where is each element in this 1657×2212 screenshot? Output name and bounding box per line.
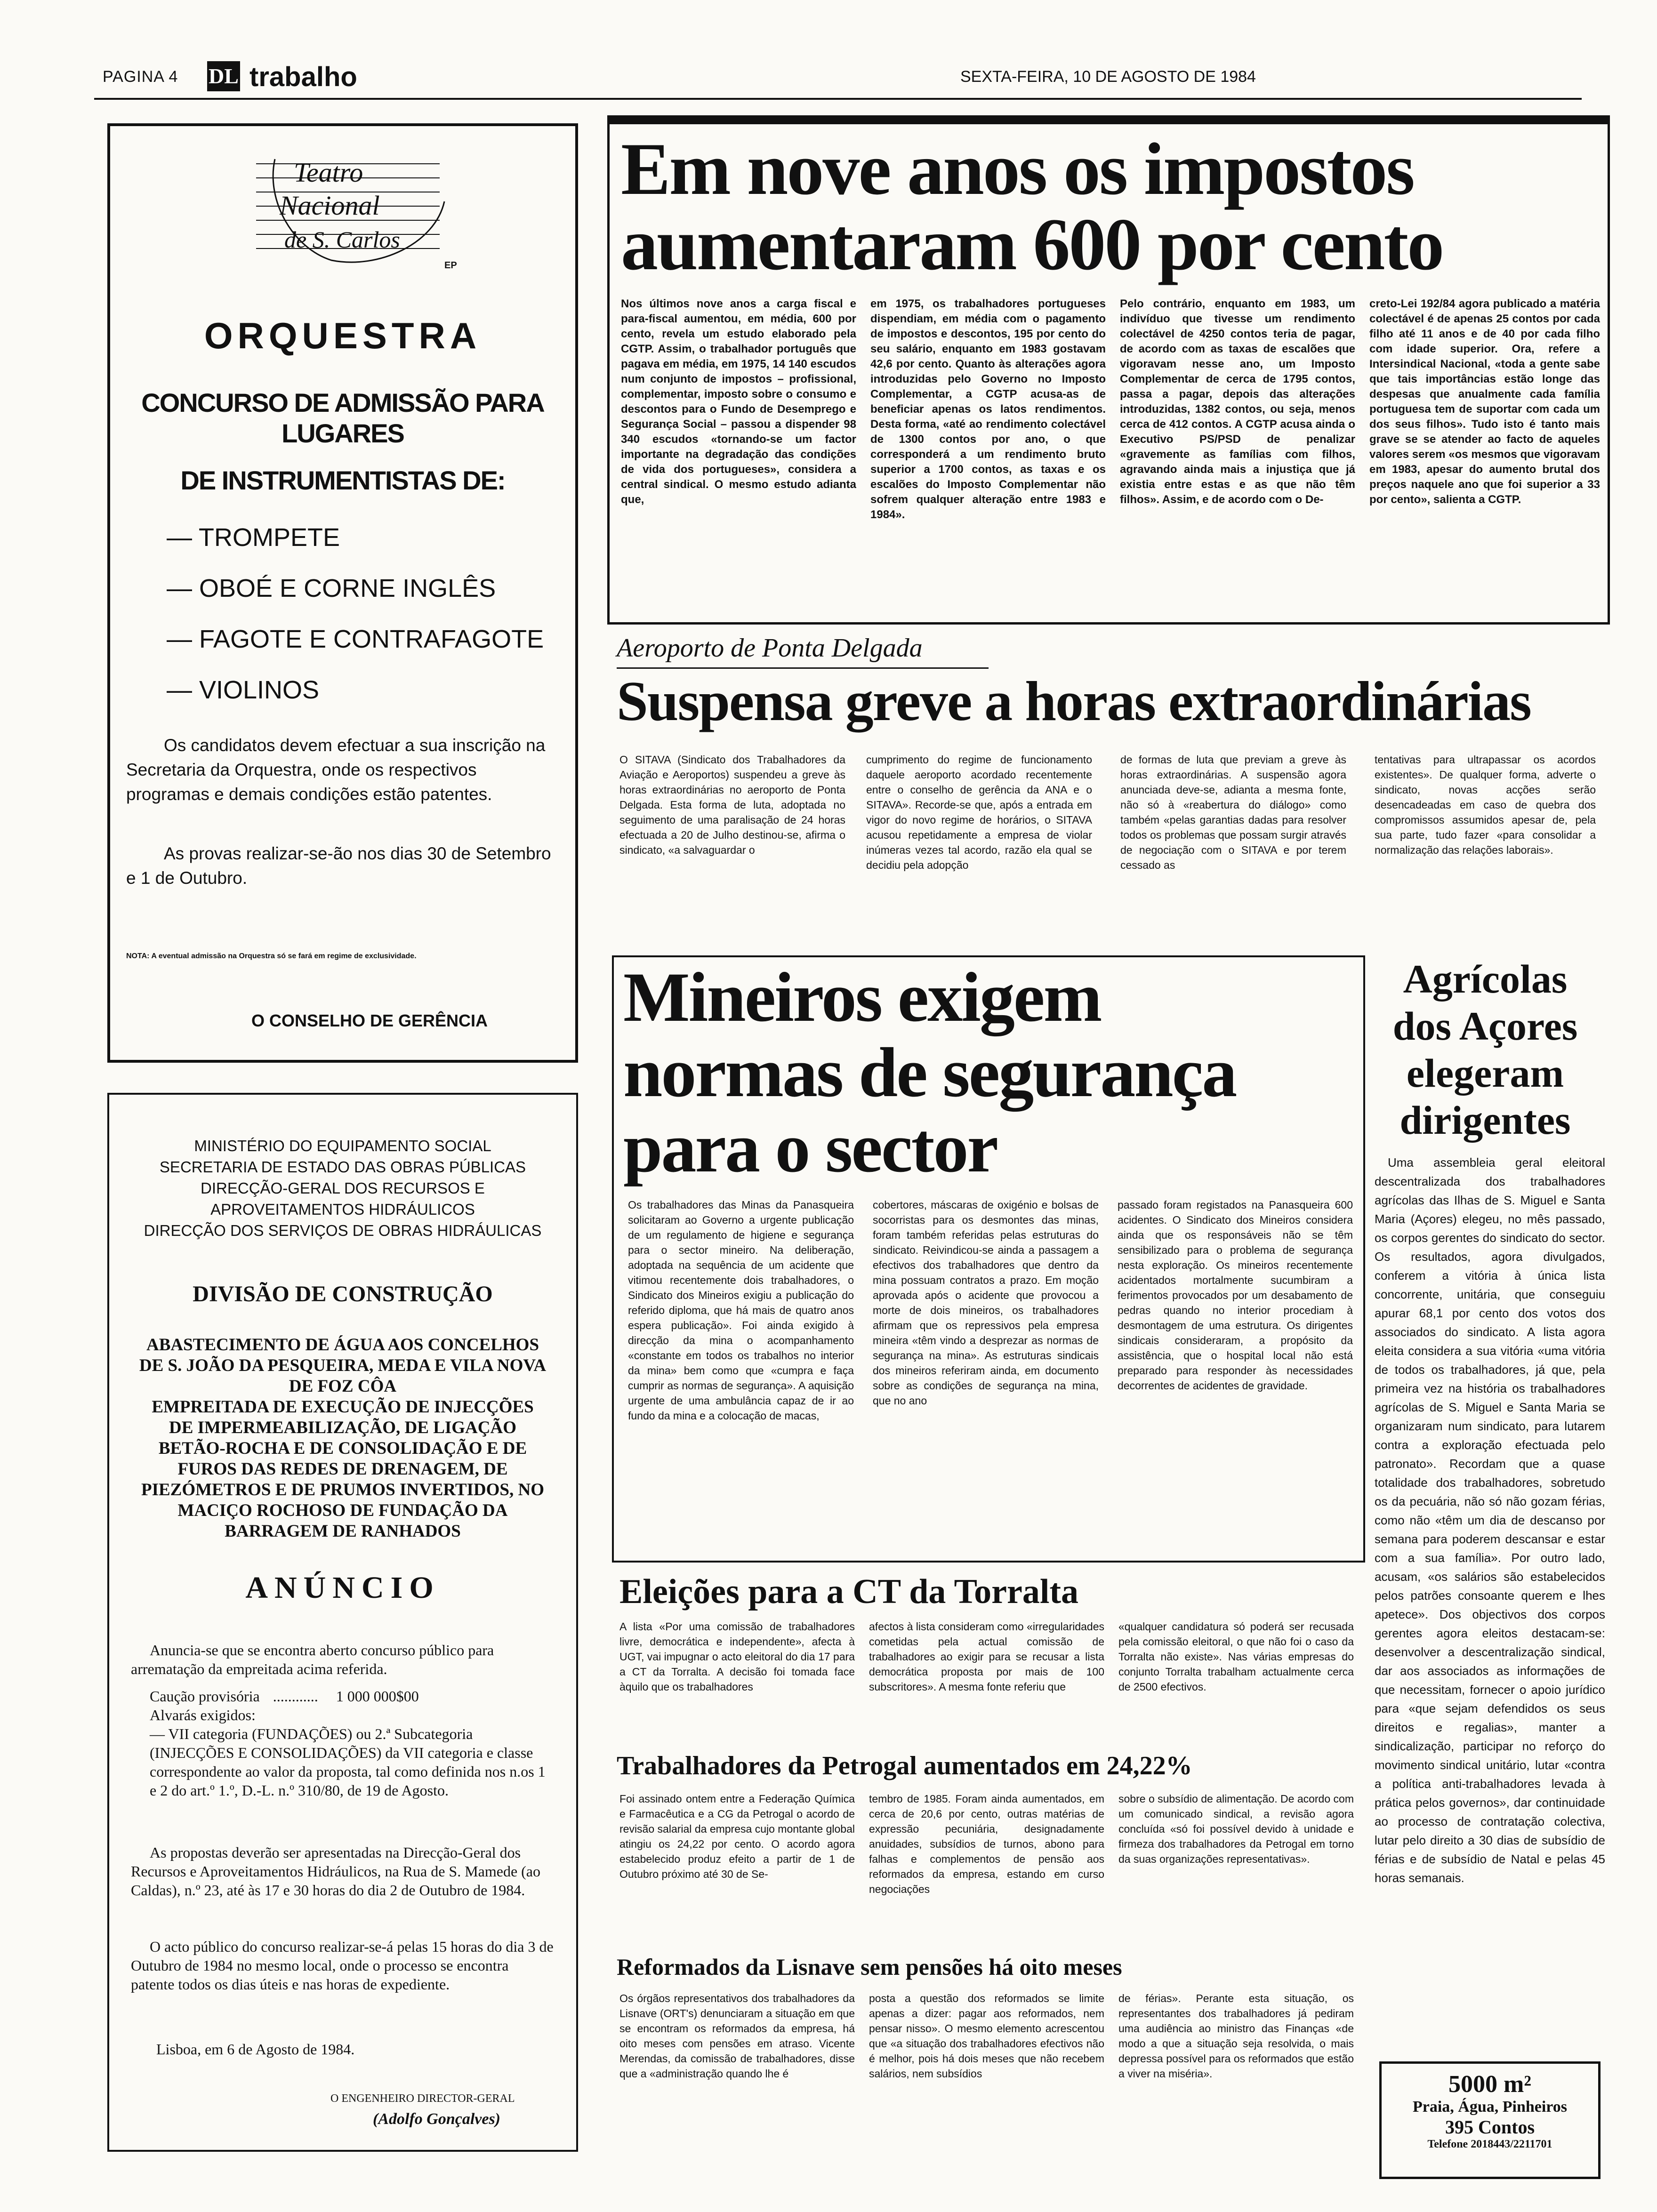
ministry-line: DIRECÇÃO DOS SERVIÇOS DE OBRAS HIDRÁULICAS xyxy=(144,1222,542,1239)
petrogal-col-2: tembro de 1985. Foram ainda aumentados, em cerca de 20,6 por cento, outras matérias de expressão pecuniária, designadamente anuidades, subsídios de turnos, abono para falhas e complementos de pensão aos reformados da empresa, estando em curso negociações xyxy=(869,1793,1104,1895)
instrument-list xyxy=(167,512,544,715)
deposit-row xyxy=(150,1687,555,1706)
contest-subheading: DE INSTRUMENTISTAS DE: xyxy=(180,465,505,495)
kicker-rule xyxy=(617,667,989,669)
ministry-line: APROVEITAMENTOS HIDRÁULICOS xyxy=(210,1201,475,1218)
announcement-title: ANÚNCIO xyxy=(245,1571,440,1605)
lisnave-col-1: Os órgãos representativos dos trabalhadores da Lisnave (ORT's) denunciaram a situação em que se encontram os reformados da empresa, há oito meses com pensões em atraso. Vicente Merendas, da comissão de trabalhadores, disse que a «administração quando lhe é xyxy=(619,1992,855,2080)
ministry-ad xyxy=(107,1093,578,2152)
exclusivity-note: NOTA: A eventual admissão na Orquestra só se fará em regime de exclusividade. xyxy=(126,952,417,960)
place-date: Lisboa, em 6 de Agosto de 1984. xyxy=(156,2041,355,2058)
mineiros-col-3: passado foram registados na Panasqueira 600 acidentes. O Sindicato dos Mineiros considera ainda que os responsáveis não se têm sensibilizado para o problema de segurança nesta exploração. Os mineiros recentemente acidentados mortalmente sucumbiram a ferimentos provocados por um desabamento de pedras quando no interior procediam à desmontagem de uma estrutura. Os dirigentes sindicais consideraram, a propósito da assistência, que o hospital local não está preparado para responder às necessidades decorrentes de acidentes de gravidade. xyxy=(1118,1199,1353,1392)
mineiros-headline-2: normas de segurança xyxy=(623,1034,1236,1112)
section-title: trabalho xyxy=(249,62,357,92)
impostos-col-2: em 1975, os trabalhadores portugueses dispendiam, em média com o pagamento de impostos e descontos, 195 por cento do seu salário, enquanto em 1983 gostavam 42,6 por cento. Quanto às alterações agora introduzidas pelo Governo no Imposto Complementar, a CGTP acusa-as de beneficiar apenas os latos rendimentos. Desta forma, «até ao rendimento colectável de 1300 contos por ano, o que corresponderá a um rendimento bruto superior a 1700 contos, as taxas e os escalões do Imposto Complementar não sofrem qualquer alteração entre 1983 e 1984». xyxy=(870,297,1106,521)
petrogal-headline: Trabalhadores da Petrogal aumentados em 24,22% xyxy=(617,1751,1192,1780)
board-signature: O CONSELHO DE GERÊNCIA xyxy=(251,1011,488,1030)
subject-line: DE S. JOÃO DA PESQUEIRA, MEDA E VILA NOVA xyxy=(139,1356,547,1375)
tender-intro: Anuncia-se que se encontra aberto concurso público para arrematação da empreitada acima referida. xyxy=(131,1642,494,1677)
deposit-label: Caução provisória xyxy=(150,1688,260,1705)
logo-mark: EP xyxy=(444,260,457,271)
division-title: DIVISÃO DE CONSTRUÇÃO xyxy=(193,1282,493,1306)
greve-kicker: Aeroporto de Ponta Delgada xyxy=(617,633,923,663)
permit-category: — VII categoria (FUNDAÇÕES) ou 2.ª Subcategoria (INJECÇÕES E CONSOLIDAÇÕES) da VII categoria e classe correspondente ao valor da proposta, tal como definida nos n.os 1 e 2 do art.º 1.º, D.-L. n.º 310/80, de 19 de Agosto. xyxy=(150,1725,546,1799)
lisnave-col-2: posta a questão dos reformados se limite apenas a dizer: pagar aos reformados, nem pensar nisso». O mesmo elemento acrescentou que «a situação dos trabalhadores efectivos não é melhor, pois há dois meses que não recebem salários, nem subsídios xyxy=(869,1992,1104,2080)
ministry-line: MINISTÉRIO DO EQUIPAMENTO SOCIAL xyxy=(194,1137,491,1154)
agricolas-headline-line: Agrícolas xyxy=(1403,956,1568,1002)
greve-col-2: cumprimento do regime de funcionamento daquele aeroporto acordado recentemente entre o conselho de gerência da ANA e o SITAVA». Recorde-se que, após a entrada em vigor do novo regime de horários, o SITAVA acusou repetidamente a empresa de violar inúmeras vezes tal acordo, razão ela qual se decidiu pela adopção xyxy=(866,753,1092,871)
ministry-line: SECRETARIA DE ESTADO DAS OBRAS PÚBLICAS xyxy=(159,1158,526,1176)
theatre-ad xyxy=(107,123,578,1063)
subject-line: PIEZÓMETROS E DE PRUMOS INVERTIDOS, NO xyxy=(141,1480,544,1499)
public-act-text: O acto público do concurso realizar-se-á pelas 15 horas do dia 3 de Outubro de 1984 no mesmo local, onde o processo se encontra patente todos os dias úteis e nas horas de expediente. xyxy=(131,1938,554,1993)
logo-text-3: de S. Carlos xyxy=(284,226,400,253)
classified-features: Praia, Água, Pinheiros xyxy=(1412,2098,1568,2116)
newspaper-logo-icon: DL xyxy=(207,61,240,91)
contract-subject xyxy=(114,1335,571,1542)
proposals-text: As propostas deverão ser apresentadas na Direcção-Geral dos Recursos e Aproveitamentos Hidráulicos, na Rua de S. Mamede (ao Caldas), n.º 23, até às 17 e 30 horas do dia 2 de Outubro de 1984. xyxy=(131,1844,540,1899)
lisnave-headline: Reformados da Lisnave sem pensões há oito meses xyxy=(617,1954,1122,1980)
impostos-headline-2: aumentaram 600 por cento xyxy=(621,203,1443,286)
petrogal-col-3: sobre o subsídio de alimentação. De acordo com um comunicado sindical, a revisão agora concluída «só foi possível devido à unidade e firmeza dos trabalhadores da Petrogal em torno da suas organizações representativas». xyxy=(1118,1793,1354,1865)
orchestra-title: ORQUESTRA xyxy=(204,315,482,356)
instrument-item: — OBOÉ E CORNE INGLÊS xyxy=(167,574,496,602)
deposit-value: 1 000 000$00 xyxy=(336,1688,419,1705)
mineiros-col-2: cobertores, máscaras de oxigénio e bolsas de socorristas para os desmontes das minas, foram também referidas pelas estruturas do sindicato. Reivindicou-se ainda a passagem a efectivos dos trabalhadores que dentro da mina possuam contratos a prazo. Em moção aprovada após o acidente que provocou a morte de dois mineiros, os trabalhadores afirmam que os repressivos pela empresa mineira «têm vindo a desprezar as normas de segurança na mina». As estruturas sindicais dos mineiros referiram ainda, em documento sobre as condições de segurança na mina, que no ano xyxy=(873,1199,1099,1407)
greve-headline: Suspensa greve a horas extraordinárias xyxy=(617,670,1531,732)
exam-dates-text: As provas realizar-se-ão nos dias 30 de Setembro e 1 de Outubro. xyxy=(126,844,551,888)
classified-ad xyxy=(1379,2061,1601,2179)
deposit-leader: ............ xyxy=(273,1688,318,1705)
agricolas-headline-line: dos Açores xyxy=(1392,1003,1578,1049)
subject-line: FUROS DAS REDES DE DRENAGEM, DE xyxy=(177,1459,508,1479)
torralta-col-1: A lista «Por uma comissão de trabalhadores livre, democrática e independente», afecta à UGT, vai impugnar o acto eleitoral do dia 17 para a CT da Torralta. A decisão foi tomada face àquilo que os trabalhadores xyxy=(619,1620,855,1693)
subject-line: BARRAGEM DE RANHADOS xyxy=(225,1522,461,1541)
signer-name: (Adolfo Gonçalves) xyxy=(373,2110,501,2128)
theatre-logo xyxy=(237,145,458,272)
greve-col-1: O SITAVA (Sindicato dos Trabalhadores da Aviação e Aeroportos) suspendeu a greve às horas extraordinárias no aeroporto de Ponta Delgada. Esta forma de luta, adoptada no seguimento de uma paralisação de 24 horas efectuada a 20 de Julho destinou-se, afirma o sindicato, «a salvaguardar o xyxy=(619,753,845,856)
impostos-headline-1: Em nove anos os impostos xyxy=(621,128,1414,210)
classified-area: 5000 m² xyxy=(1448,2071,1531,2098)
agricolas-headline-line: elegeram xyxy=(1406,1050,1564,1096)
agricolas-headline xyxy=(1367,955,1603,1144)
agricolas-headline-line: dirigentes xyxy=(1400,1098,1571,1143)
application-text: Os candidatos devem efectuar a sua inscrição na Secretaria da Orquestra, onde os respectivos programas e demais condições estão patentes. xyxy=(126,736,546,804)
classified-price: 395 Contos xyxy=(1445,2116,1535,2138)
masthead-rule xyxy=(94,98,1582,100)
signer-title: O ENGENHEIRO DIRECTOR-GERAL xyxy=(330,2092,515,2105)
greve-col-4: tentativas para ultrapassar os acordos existentes». De qualquer forma, adverte o sindicato, novas acções serão desencadeadas em caso de quebra dos compromissos assumidos apesar de, pela sua parte, tudo fazer «para consolidar a normalização das relações laborais». xyxy=(1375,753,1596,856)
greve-col-3: de formas de luta que previam a greve às horas extraordinárias. A suspensão agora anunciada deve-se, adianta a mesma fonte, não só à «reabertura do diálogo» como também «pelas garantias dadas para resolver todos os problemas que possam surgir através de negociação com o SITAVA e por terem cessado as xyxy=(1120,753,1346,871)
contest-heading: CONCURSO DE ADMISSÃO PARA LUGARES xyxy=(141,388,544,448)
article-top-rule xyxy=(610,118,1608,124)
mineiros-article xyxy=(612,955,1365,1563)
ministry-header xyxy=(109,1135,576,1241)
impostos-col-3: Pelo contrário, enquanto em 1983, um indivíduo que tivesse um rendimento colectável de 4250 contos teria de pagar, de acordo com as taxas de escalões que vigoravam nesse ano, um Imposto Complementar de cerca de 1795 contos, passa a pagar, depois das alterações introduzidas, 1382 contos, ou seja, menos cerca de 412 contos. A CGTP acusa ainda o Executivo PS/PSD de penalizar «gravemente as famílias com filhos, agravando ainda mais a injustiça que já existia entre estas e as que não têm filhos». Assim, e de acordo com o De- xyxy=(1120,297,1355,506)
impostos-col-4: creto-Lei 192/84 agora publicado a matéria colectável é de apenas 25 contos por cada filho até 11 anos e de 40 por cada filho com idade superior. Ora, refere a Intersindical Nacional, «toda a gente sabe que tais importâncias estão longe das despesas que anualmente cada família portuguesa tem de suportar com cada um dos seus filhos». Tudo isto é tanto mais grave se se atender ao facto de aqueles valores serem «os mesmos que vigoravam em 1983, apesar do aumento brutal dos preços naquele ano que foi superior a 33 por cento», salienta a CGTP. xyxy=(1369,297,1600,506)
subject-line: BETÃO-ROCHA E DE CONSOLIDAÇÃO E DE xyxy=(158,1439,527,1458)
torralta-col-2: afectos à lista consideram como «irregularidades cometidas pela actual comissão de trabalhadores ao exigir para se recusar a lista democrática proposta por mais de 100 subscritores». A mesma fonte referiu que xyxy=(869,1620,1104,1693)
mineiros-headline-3: para o sector xyxy=(623,1109,997,1187)
logo-text-2: Nacional xyxy=(280,190,380,221)
classified-phone: Telefone 2018443/2211701 xyxy=(1427,2138,1552,2150)
issue-date: SEXTA-FEIRA, 10 DE AGOSTO DE 1984 xyxy=(960,68,1256,86)
agricolas-body: Uma assembleia geral eleitoral descentralizada dos trabalhadores agrícolas das Ilhas de S. Miguel e Santa Maria (Açores) elegeu, no mês passado, os corpos gerentes do sindicato do sector. Os resultados, agora divulgados, conferem a vitória à única lista concorrente, unitária, que conseguiu apurar 68,1 por cento dos votos dos associados do sindicato. A lista agora eleita considera a sua vitória «uma vitória de todos os trabalhadores, já que, pela primeira vez na história os trabalhadores agrícolas de S. Miguel e Santa Maria se organizaram num sindicato, para lutarem contra a exploração efectuada pelo patronato». Recordam que a quase totalidade dos trabalhadores, sobretudo os da pecuária, não só não gozam férias, como não «têm um dia de descanso por semana para poderem descansar e estar com a sua família». Por outro lado, acusam, «os salários são estabelecidos pelos patrões consoante querem e lhes apetece». Dos objectivos dos corpos gerentes agora eleitos destacam-se: desenvolver a descentralização sindical, dar aos associados as informações de que necessitam, fornecer o apoio jurídico para «que sejam defendidos os seus direitos e regalias», manter a sindicalização, participar no reforço do movimento sindical unitário, lutar «contra a política anti-trabalhadores levada à prática pelos governos», dar continuidade ao processo de contratação colectiva, lutar pelo direito a 30 dias de subsídio de férias e de subsídio de Natal e pelas 45 horas semanais. xyxy=(1375,1155,1605,1885)
subject-line: ABASTECIMENTO DE ÁGUA AOS CONCELHOS xyxy=(146,1335,539,1354)
petrogal-col-1: Foi assinado ontem entre a Federação Química e Farmacêutica e a CG da Petrogal o acordo de revisão salarial da empresa cujo montante global atingiu os 24,22 por cento. O acordo agora estabelecido produz efeito a partir de 1 de Outubro próximo até 30 de Se- xyxy=(619,1793,855,1880)
subject-line: DE IMPERMEABILIZAÇÃO, DE LIGAÇÃO xyxy=(169,1418,516,1437)
masthead xyxy=(94,61,1601,99)
torralta-col-3: «qualquer candidatura só poderá ser recusada pela comissão eleitoral, o que não foi o caso da Torralta não existe». Nas várias empresas do conjunto Torralta trabalham actualmente cerca de 2500 efectivos. xyxy=(1118,1620,1354,1693)
impostos-col-1: Nos últimos nove anos a carga fiscal e para-fiscal aumentou, em média, 600 por cento, revela um estudo elaborado pela CGTP. Assim, o trabalhador português que pagava em média, em 1975, 14 140 escudos num conjunto de impostos – profissional, complementar, imposto sobre o consumo e descontos para o Fundo de Desemprego e Segurança Social – passou a dispender 98 340 escudos «tornando-se um factor importante na degradação das condições de vida dos portugueses», considera a central sindical. O mesmo estudo adianta que, xyxy=(621,297,856,506)
instrument-item: — FAGOTE E CONTRAFAGOTE xyxy=(167,625,544,653)
ministry-line: DIRECÇÃO-GERAL DOS RECURSOS E xyxy=(201,1179,485,1197)
instrument-item: — VIOLINOS xyxy=(167,676,320,704)
impostos-article xyxy=(607,115,1610,625)
logo-text-1: Teatro xyxy=(294,157,363,188)
subject-line: DE FOZ CÔA xyxy=(289,1377,397,1396)
torralta-headline: Eleições para a CT da Torralta xyxy=(619,1572,1079,1611)
page-label: PAGINA 4 xyxy=(103,68,178,86)
mineiros-col-1: Os trabalhadores das Minas da Panasqueira solicitaram ao Governo a urgente publicação de um regulamento de higiene e segurança para o sector mineiro. Na deliberação, adoptada na sequência de um acidente que vitimou recentemente dois trabalhadores, o Sindicato dos Mineiros exigiu a publicação do referido diploma, que há mais de quatro anos espera publicação». Foi ainda exigido à direcção da mina o acompanhamento «constante em todos os trabalhos no interior da mina» bem como que «cumpra e faça cumprir as normas de segurança». A aquisição urgente de uma ambulância capaz de ir ao fundo da mina e a colocação de macas, xyxy=(628,1199,854,1422)
lisnave-col-3: de férias». Perante esta situação, os representantes dos trabalhadores já pediram uma audiência ao ministro das Finanças «de modo a que a situação seja resolvida, o mais depressa possível para os reformados que estão a viver na miséria». xyxy=(1118,1992,1354,2080)
mineiros-headline-1: Mineiros exigem xyxy=(623,958,1101,1036)
instrument-item: — TROMPETE xyxy=(167,523,340,552)
subject-line: EMPREITADA DE EXECUÇÃO DE INJECÇÕES xyxy=(152,1397,534,1417)
permits-label: Alvarás exigidos: xyxy=(150,1707,256,1723)
subject-line: MACIÇO ROCHOSO DE FUNDAÇÃO DA xyxy=(177,1501,508,1520)
